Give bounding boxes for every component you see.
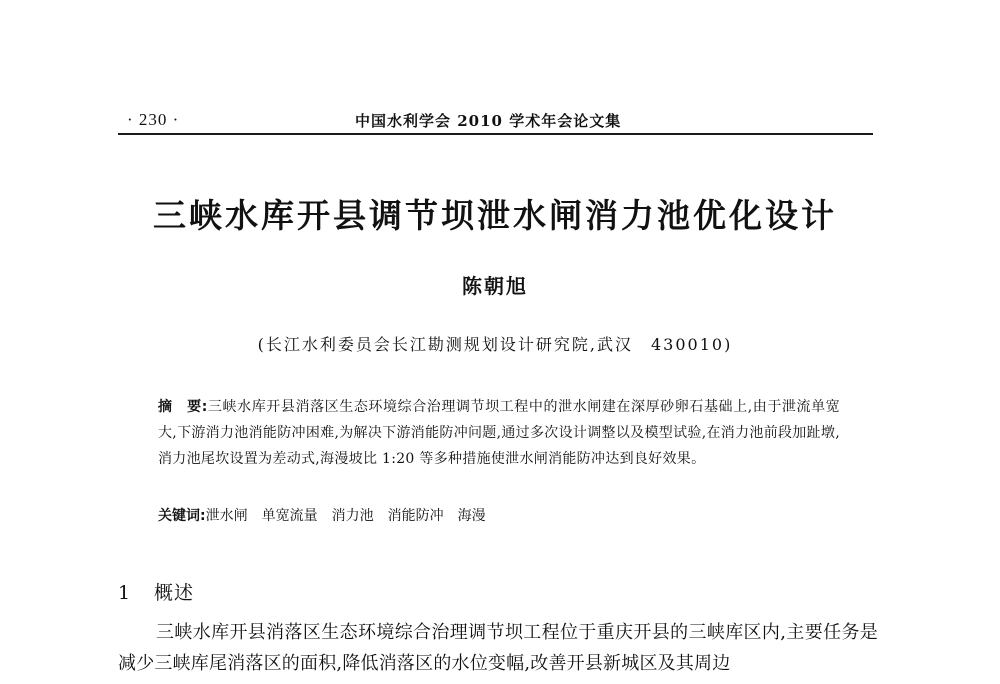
keywords-text: 泄水闸 单宽流量 消力池 消能防冲 海漫 — [205, 508, 486, 524]
running-head: 中国水利学会 2010 学术年会论文集 — [355, 112, 622, 130]
section-heading — [118, 578, 194, 605]
paper-title: 三峡水库开县调节坝泄水闸消力池优化设计 — [153, 196, 837, 235]
keywords-label: 关键词: — [158, 508, 206, 524]
section-title: 概述 — [154, 582, 195, 604]
body-paragraph: 三峡水库开县消落区生态环境综合治理调节坝工程位于重庆开县的三峡库区内,主要任务是减少三峡库尾消落区的面积,降低消落区的水位变幅,改善开县新城区及其周边 — [118, 622, 878, 674]
keywords — [158, 503, 840, 529]
abstract-text: 三峡水库开县消落区生态环境综合治理调节坝工程中的泄水闸建在深厚砂卵石基础上,由于泄流单宽大,下游消力池消能防冲困难,为解决下游消能防冲问题,通过多次设计调整以及模型试验,在消力池前段加趾墩,消力池尾坎设置为差动式,海漫坡比 1:20 等多种措施使泄水闸消能防冲达到良好效果。 — [158, 399, 840, 467]
affiliation: (长江水利委员会长江勘测规划设计研究院,武汉 430010) — [257, 335, 733, 354]
header-rule — [118, 133, 873, 135]
page-number: · 230 · — [127, 110, 180, 129]
author-name: 陈朝旭 — [462, 274, 528, 298]
abstract-label: 摘 要: — [158, 399, 208, 415]
section-number: 1 — [118, 582, 132, 604]
abstract — [158, 394, 840, 472]
